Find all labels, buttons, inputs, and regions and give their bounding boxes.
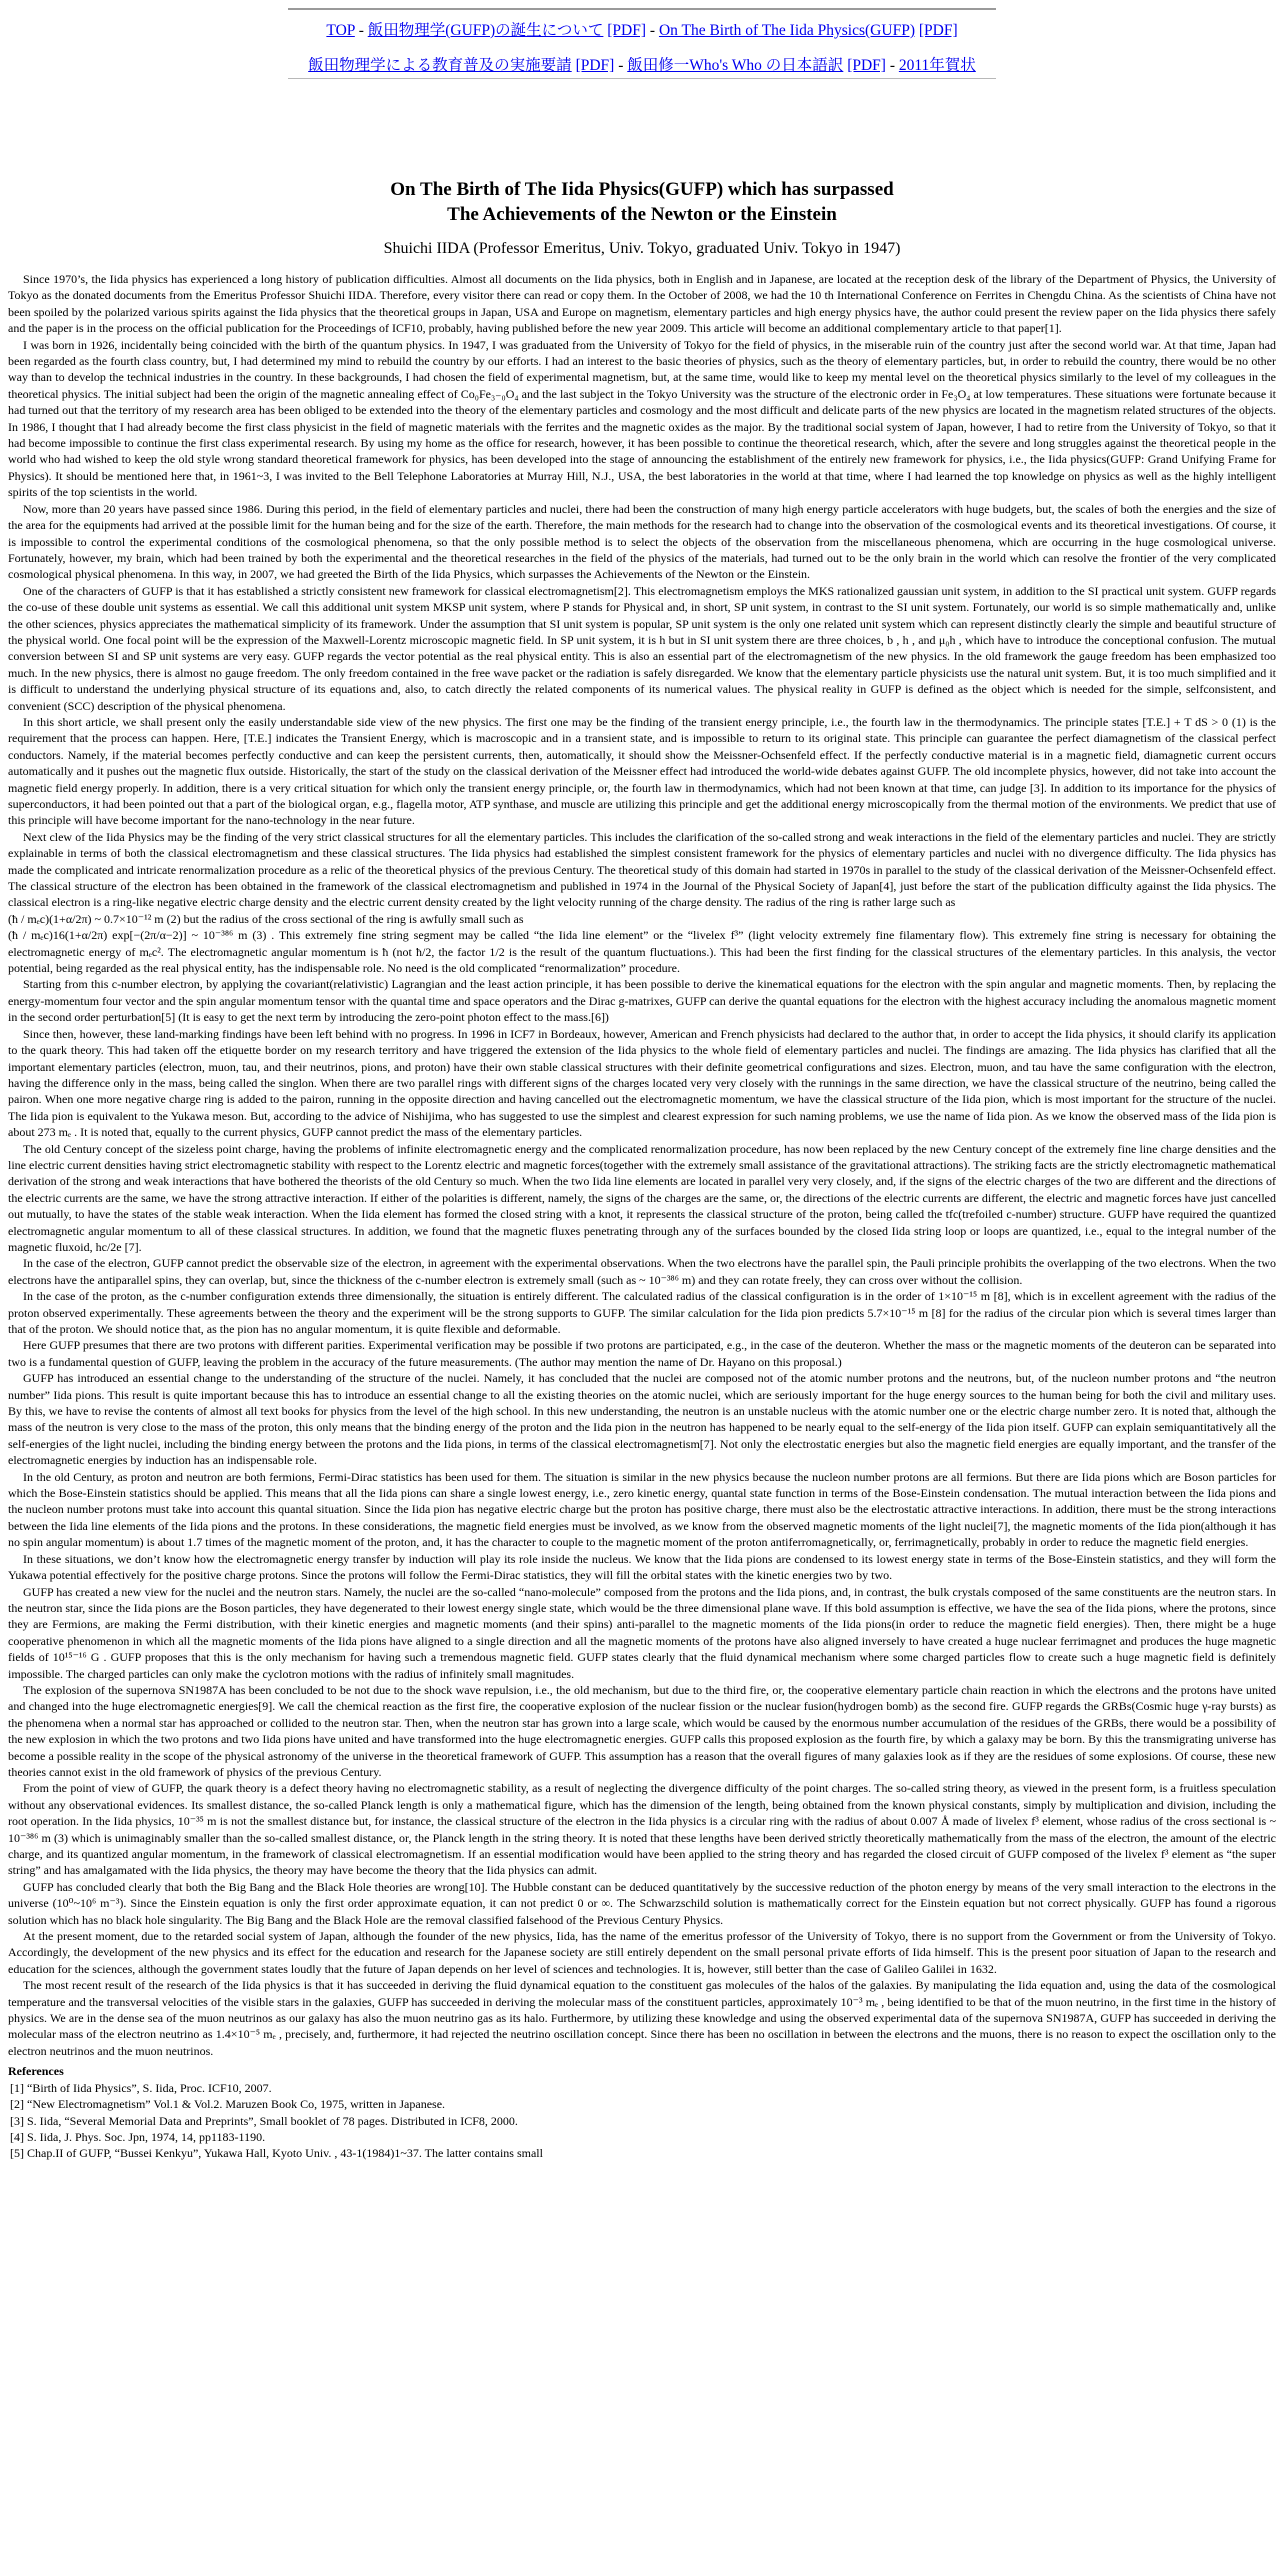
paragraph: GUFP has created a new view for the nuclei and the neutron stars. Namely, the nuclei are the so-called “nano-molecule” composed from the protons and the Iida pions, and, in contrast, the bulk crystals composed of the same constituents are the neutron stars. In the neutron star, since the Iida pions are the Boson particles, they have degenerated to their lowest energy single state, which would be the three dimensional plane wave. If this bold assumption is effective, we have the sea of the Iida pions, where the protons, since they are Fermions, are making the Fermi distribution, with their kinetic energies and magnetic moments (and their spins) anti-parallel to the magnetic moments of the Iida pions(in order to reduce the magnetic field energies). Then, there might be a huge cooperative phenomenon in which all the magnetic moments of the Iida pions have aligned to a single direction and all the magnetic moments of the protons have also aligned inversely to have created a huge nuclear ferrimagnet and produces the huge magnetic fields of 10¹⁵⁻¹⁶ G . GUFP proposes that this is the only mechanism for having such a tremendous magnetic field. GUFP states clearly that the fluid dynamical mechanism where some charged particles flow to create such a huge magnetic field is definitely impossible. The charged particles can only make the cyclotron motions with the radius of infinitely small magnitudes. bbox=[8, 1584, 1276, 1681]
paragraph: GUFP has introduced an essential change to the understanding of the structure of the nuclei. Namely, it has concluded that the nuclei are composed not of the atomic number protons and the neutrons, but, of the nucleon number protons and “the neutron number” Iida pions. This result is quite important because this has to introduce an essential change to all the existing theories on the atomic nuclei, which are seriously important for the huge energy sources to the human being for both the civil and military uses. By this, we have to revise the contents of almost all text books for physics from the level of the high school. In this new understanding, the neutron is an unstable nucleus with the atomic number one or the electric charge number zero. It is noted that, although the mass of the neutron is very close to the mass of the proton, this only means that the binding energy of the proton and the Iida pion in the neutron has happened to be nearly equal to the self-energy of the Iida pion itself. GUFP can explain semiquantitatively all the self-energies of the light nuclei, including the binding energy between the protons and the Iida pions, in terms of the classical electromagnetism[7]. Not only the electrostatic energies but also the magnetic field energies are equally important, and the transfer of the electromagnetic energies by induction has an indispensable role. bbox=[8, 1371, 1276, 1468]
nav-link-whos-who-pdf[interactable]: [PDF] bbox=[847, 57, 886, 74]
paragraph: Since then, however, these land-marking findings have been left behind with no progress. In 1996 in ICF7 in Bordeaux, however, American and French physicists had declared to the author that, in order to accept the Iida physics, it should clarify its application to the quark theory. This had taken off the etiquette border on my research territory and have triggered the extension of the Iida physics to the whole field of elementary particles and nuclei. The findings are amazing. The Iida physics has clarified that all the important elementary particles (electron, muon, tau, and their neutrinos, pions, and proton) have their own stable classical structures with their definite geometrical configurations and sizes. Electron, muon, and tau have the same configuration with the electron, having the difference only in the mass, being called the singlon. When there are two parallel rings with different signs of the charges located very very closely with the runnings in the same direction, we have the classical structure of the neutrino, being called the pairon. When one more negative charge ring is added to the pairon, running in the opposite direction and having cancelled out the electromagnetic momentum, we have the classical structure of the Iida pion, which is most important for the structure of the nuclei. The Iida pion is equivalent to the Yukawa meson. But, according to the advice of Nishijima, who has suggested to use the simplest and clearest expression for such naming problems, we use the name of Iida pion. As we know the observed mass of the Iida pion is about 273 mₑ . It is noted that, equally to the current physics, GUFP cannot predict the mass of the elementary particles. bbox=[8, 1026, 1276, 1140]
article-body bbox=[0, 271, 1284, 2059]
paragraph: In the case of the electron, GUFP cannot predict the observable size of the electron, in agreement with the experimental observations. When the two electrons have the parallel spin, the Pauli principle prohibits the overlapping of the two electrons. When the two electrons have the antiparallel spins, they can overlap, but, since the thickness of the c-number electron is extremely small (such as ~ 10⁻³⁸⁶ m) and they can rotate freely, they can cross over without the collision. bbox=[8, 1256, 1276, 1287]
paragraph: GUFP has concluded clearly that both the Big Bang and the Black Hole theories are wrong[10]. The Hubble constant can be deduced quantitatively by the successive reduction of the photon energy by means of the very small interaction to the electrons in the universe (10⁰~10⁶ m⁻³). Since the Einstein equation is only the first order approximate equation, it can not predict 0 or ∞. The Schwarzschild solution is mathematically correct for the Einstein equation but not correct physically. GUFP has found a rigorous solution which has no black hole singularity. The Big Bang and the Black Hole are the removal classified falsehood of the Previous Century Physics. bbox=[8, 1879, 1276, 1927]
paragraph: Next clew of the Iida Physics may be the finding of the very strict classical structures for all the elementary particles. This includes the clarification of the so-called strong and weak interactions in the field of the elementary particles and nuclei. They are strictly explainable in terms of both the classical electromagnetism and these classical structures. The Iida physics had established the simplest consistent framework for the physics of elementary particles and nuclei with no divergence difficulty. The Iida physics has made the complicated and intricate renormalization procedure as a relic of the theoretical physics of the previous Century. The theoretical study of this domain had started in 1970s in parallel to the study of the classical derivation of the Meissner-Ochsenfeld effect. The classical structure of the electron has been obtained in the framework of the classical electromagnetism and published in 1974 in the Journal of the Physical Society of Japan[4], just before the start of the publication difficulty against the Iida physics. The classical electron is a ring-like negative electric charge density and the electric current density created by the light velocity running of the charge density. The radius of the ring is rather large such as bbox=[8, 829, 1276, 910]
nav-link-birth-ja[interactable]: 飯田物理学(GUFP)の誕生について bbox=[367, 22, 604, 39]
title-line-1: On The Birth of The Iida Physics(GUFP) which has surpassed bbox=[390, 179, 894, 200]
references-section bbox=[0, 2063, 1284, 2161]
nav-link-birth-en-pdf[interactable]: [PDF] bbox=[918, 22, 958, 39]
reference-item: [5] Chap.II of GUFP, “Bussei Kenkyu”, Yukawa Hall, Kyoto Univ. , 43-1(1984)1~37. The latter contains small bbox=[10, 2146, 543, 2161]
title-line-2: The Achievements of the Newton or the Einstein bbox=[447, 204, 837, 225]
paragraph: Starting from this c-number electron, by applying the covariant(relativistic) Lagrangian and the least action principle, it has been possible to derive the kinematical equations for the electron with the spin angular and magnetic moments. Then, by replacing the energy-momentum four vector and the spin angular momentum tensor with the quantal time and space operators and the Dirac g-matrixes, GUFP can derive the quantal equations for the electron with the highest accuracy including the anomalous magnetic moment in the second order perturbation[5] (It is easy to get the next term by introducing the zero-point photon effect to the mass.[6]) bbox=[8, 977, 1276, 1025]
nav-separator: - bbox=[889, 57, 895, 74]
reference-item: [2] “New Electromagnetism” Vol.1 & Vol.2. Maruzen Book Co, 1975, written in Japanese. bbox=[10, 2097, 446, 2112]
author-line: Shuichi IIDA (Professor Emeritus, Univ. Tokyo, graduated Univ. Tokyo in 1947) bbox=[383, 240, 901, 257]
nav-link-education[interactable]: 飯田物理学による教育普及の実施要請 bbox=[308, 57, 572, 74]
paragraph: One of the characters of GUFP is that it has established a strictly consistent new framework for classical electromagnetism[2]. This electromagnetism employs the MKS rationalized gaussian unit system, in addition to the SI practical unit system. GUFP regards the co-use of these double unit systems as essential. We call this additional unit system MKSP unit system, where P stands for Physical and, in short, SP unit system, in contrast to the SI unit system. Fortunately, our world is so simple mathematically and, unlike the other sciences, physics appreciates the mathematical simplicity of its framework. Under the assumption that SI unit system is popular, SP unit system is the only one related unit system which can represent distinctly clearly the simple and beautiful structure of the physical world. One focal point will be the expression of the Maxwell-Lorentz microscopic magnetic field. In SP unit system, it is h but in SI unit system there are three choices, b , h , and μ₀h , which have to introduce the conceptional confusion. The mutual conversion between SI and SP unit systems are very easy. GUFP regards the vector potential as the real physical entity. This is also an essential part of the electromagnetism of the new physics. In the old framework the gauge freedom has been emphasized too much. In the new physics, there is almost no gauge freedom. The only freedom contained in the free wave packet or the radiation is safely disregarded. We know that the elementary particle physicists use the natural unit system. But, it is too much simplified and it is difficult to understand the underlying physical structure of its equations and, also, to catch directly the related components of its numerical values. The physical reality in GUFP is defined as the object which is needed for the simple, selfconsistent, and convenient (SCC) description of the physical phenomena. bbox=[8, 583, 1276, 713]
paragraph: At the present moment, due to the retarded social system of Japan, although the founder of the new physics, Iida, has the name of the emeritus professor of the University of Tokyo, there is no support from the Government or from the University of Tokyo. Accordingly, the development of the new physics and its effect for the education and research for the Japanese society are still entirely dependent on the small personal private efforts of Iida himself. This is the present poor situation of Japan to the research and education for the sciences, although the government states loudly that the future of Japan depends on her level of sciences and technologies. It is, however, still better than the case of Galileo Galilei in 1632. bbox=[8, 1929, 1276, 1976]
nav-separator: - bbox=[649, 22, 656, 39]
nav-separator: - bbox=[618, 57, 624, 74]
nav-bottom-rule bbox=[288, 78, 996, 79]
formula-paragraph: (ħ / mₑc)16(1+α/2π) exp[−(2π/α−2)] ~ 10⁻³⁸⁶ m (3) . This extremely fine string segment may be called “the Iida line element” or the “livelex f³” (light velocity extremely fine filamentary flow). This extremely fine string is necessary for obtaining the electromagnetic energy of mₑc². The electromagnetic angular momentum is ħ (not ħ/2, the factor 1/2 is the result of the quantum fluctuations.). This had been the first finding for the classical structures of the elementary particles. In this analysis, the vector potential, being regarded as the real physical entity, has the indispensable role. No need is the old complicated “renormalization” procedure. bbox=[8, 928, 1276, 976]
paragraph: In this short article, we shall present only the easily understandable side view of the new physics. The first one may be the finding of the transient energy principle, i.e., the fourth law in the thermodynamics. The principle states [T.E.] + T dS > 0 (1) is the requirement that the process can happen. Here, [T.E.] indicates the Transient Energy, which is macroscopic and in a transient state, and is impossible to return to its original state. This principle can guarantee the perfect diamagnetism of the classical perfect conductors. Namely, if the material becomes perfectly conductive and can keep the persistent currents, then, automatically, it should show the Meissner-Ochsenfeld effect. If the perfectly conductive material is in a magnetic field, diamagnetic current occurs automatically and it pushes out the magnetic flux outside. Historically, the start of the study on the classical derivation of the Meissner effect had introduced the world-wide debates against GUFP. The old incomplete physics, however, did not take into account the magnetic field energy properly. In addition, there is a very critical situation for which only the transient energy principle, or, the fourth law in thermodynamics, which had not been known at that time, can judge [3]. In addition to its importance for the physics of superconductors, it had been pointed out that a part of the biological organ, e.g., flagella motor, ATP synthase, and muscle are utilizing this principle and get the additional energy microscopically from the thermal motion of the environments. We predict that use of this principle will have become important for the nano-technology in the near future. bbox=[8, 714, 1276, 828]
paragraph: Since 1970’s, the Iida physics has experienced a long history of publication difficulties. Almost all documents on the Iida physics, both in English and in Japanese, are located at the reception desk of the library of the Department of Physics, the University of Tokyo as the donated documents from the Emeritus Professor Shuichi IIDA. Therefore, every visitor there can read or copy them. In the October of 2008, we had the 10 th International Conference on Ferrites in Chengdu China. As the scientists of China have not been spoiled by the polarized various spirits against the Iida physics that the theoretical groups in Japan, USA and Europe on magnetism, elementary particles and high energy physics have, the author could present the review paper on the Iida physics there safely and the paper is in the process on the official publication for the Proceedings of ICF10, probably, having published before the new year 2009. This article will become an additional complementary article to that paper[1]. bbox=[8, 272, 1276, 336]
paragraph: I was born in 1926, incidentally being coincided with the birth of the quantum physics. In 1947, I was graduated from the University of Tokyo for the field of physics, in the miserable ruin of the country just after the second world war. At that time, Japan had been regarded as the fourth class country, but, I had determined my mind to rebuild the country by our efforts. I had an interest to the basic theories of physics, such as the theory of elementary particles, but, in order to rebuild the country, there would be no other way than to develop the technical industries in the country. In these backgrounds, I had chosen the field of experimental magnetism, but, at the same time, would like to keep my mental level on the theoretical physics similarly to the level of my colleagues in the theoretical physics. The initial subject had been the origin of the magnetic annealing effect of Co₀Fe₃₋₀O₄ and the last subject in the Tokyo University was the structure of the electronic order in Fe₃O₄ at low temperatures. These situations were fortunate because it had turned out that the territory of my research area has been obliged to be extended into the theory of the elementary particles and cosmology and the most difficult and delicate parts of the new physics are located in the magnetism related structures of the objects. In 1986, I thought that I had already become the first class physicist in the field of magnetic materials with the ferrites and the magnetic oxides as the major. By the traditional social system of Japan, however, I had to retire from the University of Tokyo, so that it had become impossible to continue the first class experimental research. By using my home as the office for research, however, it has been possible to continue the theoretical research, which, after the severe and long struggles against the theoretical people in the world who had wished to keep the old style wrong standard theoretical framework for physics, has been developed into the stage of announcing the establishment of the entirely new framework for physics, i.e., the Iida physics(GUFP: Grand Unifying Frame for Physics). It should be mentioned here that, in 1961~3, I was invited to the Bell Telephone Laboratories at Murray Hill, N.J., USA, the best laboratories in the world at that time, where I had learned the top knowledge on physics as well as the highly intelligent spirits of the top scientists in the world. bbox=[8, 337, 1276, 500]
references-heading: References bbox=[8, 2064, 64, 2079]
paragraph: The explosion of the supernova SN1987A has been concluded to be not due to the shock wave repulsion, i.e., the old mechanism, but due to the third fire, or, the cooperative elementary particle chain reaction in which the electrons and the protons have united and changed into the huge electromagnetic energies[9]. We call the chemical reaction as the first fire, the cooperative explosion of the nuclear fission or the nuclear fusion(hydrogen bomb) as the second fire. GUFP regards the GRBs(Cosmic huge γ-ray bursts) as the phenomena when a normal star has approached or collided to the neutron star. Then, when the neutron star has grown into a large scale, which would be caused by the enormous number accumulation of the residues of the GRBs, there would be a possibility of the new explosion in which the two protons and two Iida pions have united and have transformed into the huge electromagnetic energies. GUFP calls this proposed explosion as the fourth fire, by which a galaxy may be born. By this the transmigrating universe has become a possible reality in the scope of the physical astronomy of the universe in the theoretical framework of GUFP. This assumption has a reason that the overall figures of many galaxies look as if they are the residues of some explosions. Of course, these new theories cannot exist in the old framework of physics of the previous Century. bbox=[8, 1682, 1276, 1779]
nav-link-birth-ja-pdf[interactable]: [PDF] bbox=[607, 22, 647, 39]
page-title bbox=[0, 177, 1284, 227]
nav-link-birth-en[interactable]: On The Birth of The Iida Physics(GUFP) bbox=[658, 22, 915, 39]
paragraph: The old Century concept of the sizeless point charge, having the problems of infinite electromagnetic energy and the complicated renormalization procedure, has now been replaced by the new Century concept of the extremely fine line charge densities and the line electric current densities having strict electromagnetic stability with respect to the Lorentz electric and magnetic forces(together with the extremely small assistance of the gravitational attractions). The striking facts are the strictly electromagnetic mathematical derivation of the strong and weak interactions that have bothered the theorists of the old Century so much. When the two Iida line elements are located in parallel very very closely, and, if the signs of the electric charges of the two are different and the directions of the electric currents are the same, we have the strong attractive interaction. If either of the polarities is different, namely, the signs of the charges are the same, or, the directions of the electric currents are different, the electric and magnetic forces have just cancelled out mutually, to have the states of the stable weak interaction. When the Iida element has formed the closed string with a knot, it represents the classical structure of the proton, being called the tfc(trefoiled c-number) structure. GUFP have required the quantized electromagnetic angular momentum to all of these classical structures. In addition, we found that the magnetic fluxes penetrating through any of the surfaces bounded by the closed Iida string loop or loops are quantized, i.e., equal to the integral number of the magnetic fluxoid, hc/2e [7]. bbox=[8, 1141, 1276, 1254]
reference-item: [3] S. Iida, “Several Memorial Data and Preprints”, Small booklet of 78 pages. Distributed in ICF8, 2000. bbox=[10, 2113, 518, 2128]
nav-link-top[interactable]: TOP bbox=[326, 22, 355, 39]
paragraph: From the point of view of GUFP, the quark theory is a defect theory having no electromagnetic stability, as a result of neglecting the divergence difficulty of the point charges. The so-called string theory, as viewed in the present form, is a fruitless speculation without any observational evidences. Its smallest distance, the so-called Planck length is only a mathematical figure, which has the dimension of the length, being obtained from the known physical constants, simply by multiplication and division, including the root operation. In the Iida physics, 10⁻³⁵ m is not the smallest distance but, for instance, the classical structure of the electron in the Iida physics is a circular ring with the radius of about 0.007 Å made of livelex f³ element, whose radius of the cross sectional is ~ 10⁻³⁸⁶ m (3) which is unimaginably smaller than the so-called smallest distance, or, the Planck length in the string theory. It is noted that these lengths have been derived strictly theoretically mathematically from the mass of the electron, the amount of the electric charge, and its quantized angular momentum, in the framework of classical electromagnetism. If an essential modification would have been applied to the string theory and has regarded the closed circuit of GUFP composed of the livelex f³ element as “the super string” and has amalgamated with the Iida physics, the theory may have become the theory that the Iida physics can admit. bbox=[8, 1781, 1276, 1878]
paragraph: Now, more than 20 years have passed since 1986. During this period, in the field of elementary particles and nuclei, there had been the construction of many high energy particle accelerators with huge budgets, but, the scales of both the energies and the size of the area for the equipments had arrived at the possible limit for the human being and for the size of the earth. Therefore, the main methods for the research had to change into the observation of the cosmological events and its theoretical investigations. Of course, it is impossible to control the experimental conditions of the cosmological phenomena, so that the only possible method is to select the objects of the observation from the miscellaneous phenomena, which are occurring in the huge cosmological universe. Fortunately, however, my brain, which had been trained by both the experimental and the theoretical researches in the field of the physics of the materials, had turned out to be the only brain in the world which can resolve the frontier of the very complicated cosmological physical phenomena. In this way, in 2007, we had greeted the Birth of the Iida Physics, which surpasses the Achievements of the Newton or the Einstein. bbox=[8, 501, 1276, 582]
formula-paragraph: (ħ / mₑc)(1+α/2π) ~ 0.7×10⁻¹² m (2) but the radius of the cross sectional of the ring is awfully small such as bbox=[8, 911, 524, 926]
paragraph: In the case of the proton, as the c-number configuration extends three dimensionally, the situation is entirely different. The calculated radius of the classical configuration is in the order of 1×10⁻¹⁵ m [8], which is in excellent agreement with the radius of the proton observed experimentally. These agreements between the theory and the experiment will be the strong supports to GUFP. The similar calculation for the Iida pion predicts 5.7×10⁻¹⁵ m [8] for the radius of the circular pion which is several times larger than that of the proton. We should notice that, as the pion has no angular momentum, it is quite flexible and deformable. bbox=[8, 1289, 1276, 1336]
nav-link-whos-who[interactable]: 飯田修一Who's Who の日本語訳 bbox=[627, 57, 844, 74]
paragraph: In these situations, we don’t know how the electromagnetic energy transfer by induction will play its role inside the nucleus. We know that the Iida pions are condensed to its lowest energy state in terms of the Bose-Einstein statistics, and they will form the Yukawa potential effectively for the positive charge protons. Since the protons will follow the Fermi-Dirac statistics, they will fill the orbital states with the kinetic energies two by two. bbox=[8, 1551, 1276, 1583]
nav-line-1 bbox=[0, 10, 1284, 40]
paragraph: Here GUFP presumes that there are two protons with different parities. Experimental verification may be possible if two protons are participated, e.g., in the case of the deuteron. Whether the mass or the magnetic moments of the deuteron can be separated into two is a fundamental question of GUFP, leaving the problem in the accuracy of the future measurements. (The author may mention the name of Dr. Hayano on this proposal.) bbox=[8, 1338, 1276, 1369]
paragraph: The most recent result of the research of the Iida physics is that it has succeeded in deriving the fluid dynamical equation to the constituent gas molecules of the halos of the galaxies. By manipulating the Iida equation and, using the data of the cosmological temperature and the transversal velocities of the visible stars in the galaxies, GUFP has succeeded in deriving the molecular mass of the constituent particles, approximately 10⁻³ mₑ , being identified to be that of the muon neutrino, in the first time in the history of physics. We are in the dense sea of the muon neutrinos as our galaxy has also the muon neutrino gas as its halo. Furthermore, by utilizing these knowledge and using the observed experimental data of the supernova SN1987A, GUFP has succeeded in deriving the molecular mass of the electron neutrino as 1.4×10⁻⁵ mₑ , precisely, and, furthermore, it had rejected the neutrino oscillation concept. Since there has been no oscillation in between the electrons and the muons, there is no reason to expect the oscillation only to the electron neutrinos and the muon neutrinos. bbox=[8, 1978, 1276, 2058]
nav-line-2 bbox=[0, 40, 1284, 78]
nav-link-new-year-card[interactable]: 2011年賀状 bbox=[898, 57, 976, 74]
reference-item: [1] “Birth of Iida Physics”, S. Iida, Proc. ICF10, 2007. bbox=[10, 2080, 272, 2095]
nav-link-education-pdf[interactable]: [PDF] bbox=[575, 57, 615, 74]
paragraph: In the old Century, as proton and neutron are both fermions, Fermi-Dirac statistics has been used for them. The situation is similar in the new physics because the nucleon number protons are all fermions. But there are Iida pions which are Boson particles for which the Bose-Einstein statistics should be applied. This means that all the Iida pions can share a single lowest energy, i.e., zero kinetic energy, quantal state function in terms of the Bose-Einstein condensation. The mutual interaction between the Iida pions and the nucleon number protons must take into account this quantal situation. Since the Iida pion has negative electric charge but the proton has positive charge, there must also be the electrostatic attractive interactions. In addition, there must be the strong interactions between the Iida line elements of the Iida pions and the protons. In these considerations, the magnetic field energies must be involved, as we know from the observed magnetic moments of the light nuclei[7], the magnetic moments of the Iida pion(although it has no spin angular momentum) is about 1.7 times of the magnetic moment of the proton, and, it has the character to couple to the magnetic moment of the proton antiferromagnetically, or, ferrimagnetically, probably in order to reduce the magnetic field energies. bbox=[8, 1469, 1276, 1550]
reference-item: [4] S. Iida, J. Phys. Soc. Jpn, 1974, 14, pp1183-1190. bbox=[10, 2129, 266, 2144]
nav-separator: - bbox=[358, 22, 364, 39]
